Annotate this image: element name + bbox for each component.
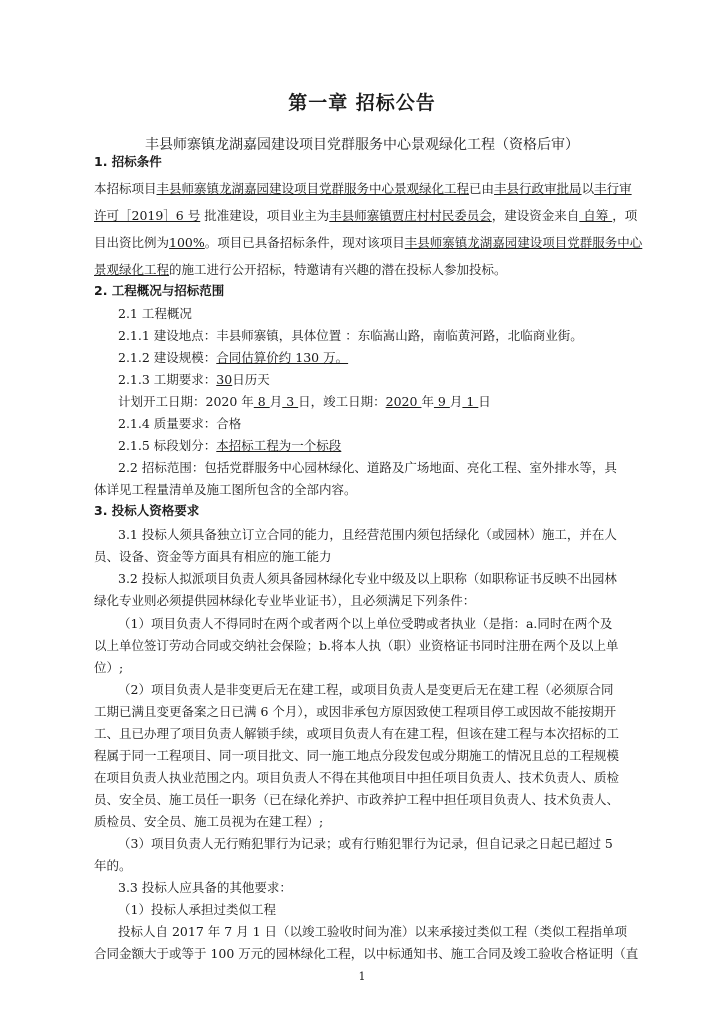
q33-item-1: （1）投标人承担过类似工程	[118, 902, 276, 917]
cond2-line-6: 员、安全员、施工员任一职务（已在绿化养护、市政养护工程中担任项目负责人、技术负责人、	[94, 792, 620, 807]
cond2-line-5: 在项目负责人执业范围之内。项目负责人不得在其他项目中担任项目负责人、技术负责人、质检	[94, 770, 620, 785]
end-day: 1	[462, 394, 479, 409]
cond3-line-2: 年的。	[94, 858, 132, 873]
approval-doc-number: 许可［2019］6 号	[94, 208, 201, 223]
q31-line-2: 员、设备、资金等方面具有相应的施工能力	[94, 549, 332, 564]
cond3-line-1: （3）项目负责人无行贿犯罪行为记录；或有行贿犯罪行为记录，但自记录之日起已超过 5	[118, 836, 613, 851]
end-month: 9	[433, 394, 450, 409]
q32-line-2: 绿化专业则必须提供园林绿化专业毕业证书），且必须满足下列条件：	[94, 593, 476, 608]
q32-line-1: 3.2 投标人拟派项目负责人须具备园林绿化专业中级及以上职称（如职称证书反映不出园林	[118, 571, 617, 586]
duration-value: 30	[216, 372, 233, 387]
scope-line-1: 2.2 招标范围：包括党群服务中心园林绿化、道路及广场地面、亮化工程、室外排水等，具	[118, 460, 617, 475]
approval-doc: 丰行审	[594, 181, 632, 196]
start-day: 3	[282, 394, 299, 409]
cond2-line-3: 工、且已办理了项目负责人解锁手续，或项目负责人有在建工程，但该在建工程与本次招标的工	[94, 726, 620, 741]
project-owner: 丰县师寨镇贾庄村村民委员会	[329, 208, 492, 223]
q33-line-3: 合同金额大于或等于 100 万元的园林绿化工程，以中标通知书、施工合同及竣工验收合格证明（直	[94, 946, 639, 961]
s1-line-4: 景观绿化工程的施工进行公开招标，特邀请有兴趣的潜在投标人参加投标。	[94, 262, 507, 277]
q33-heading: 3.3 投标人应具备的其他要求：	[118, 880, 292, 895]
s1-line-1: 本招标项目丰县师寨镇龙湖嘉园建设项目党群服务中心景观绿化工程已由丰县行政审批局以丰行审	[94, 181, 632, 196]
cond1-line-1: （1）项目负责人不得同时在两个或者两个以上单位受聘或者执业（是指：a.同时在两个及	[118, 616, 613, 631]
section-3-heading: 3. 投标人资格要求	[94, 503, 200, 518]
construction-location: 2.1.1 建设地点：丰县师寨镇，具体位置 ：东临嵩山路，南临黄河路，北临商业街。	[118, 328, 583, 343]
scale-value: 合同估算价约 130 万。	[216, 350, 349, 365]
s1-line-3: 目出资比例为100%。项目已具备招标条件，现对该项目丰县师寨镇龙湖嘉园建设项目党群服务中心	[94, 235, 643, 250]
cond2-line-7: 质检员、安全员、施工员视为在建工程）;	[94, 814, 324, 829]
project-name: 丰县师寨镇龙湖嘉园建设项目党群服务中心景观绿化工程	[156, 181, 470, 196]
s1-line-2: 许可［2019］6 号 批准建设，项目业主为丰县师寨镇贾庄村村民委员会，建设资金来自 自筹 ，项	[94, 208, 638, 223]
end-year: 2020	[385, 394, 422, 409]
lot-value: 本招标工程为一个标段	[216, 438, 342, 453]
approval-authority: 丰县行政审批局	[494, 181, 582, 196]
construction-duration: 2.1.3 工期要求：30日历天	[118, 372, 270, 387]
page-number: 1	[358, 970, 366, 983]
q31-line-1: 3.1 投标人须具备独立订立合同的能力，且经营范围内须包括绿化（或园林）施工，并在人	[118, 527, 617, 542]
construction-scale: 2.1.2 建设规模：合同估算价约 130 万。	[118, 350, 349, 365]
scope-line-2: 体详见工程量清单及施工图所包含的全部内容。	[94, 482, 357, 497]
project-name-repeat: 丰县师寨镇龙湖嘉园建设项目党群服务中心	[404, 235, 643, 250]
cond2-line-2: 工期已满且变更备案之日已满 6 个月），或因非承包方原因致使工程项目停工或因故不能按期开	[94, 704, 617, 719]
quality-requirement: 2.1.4 质量要求：合格	[118, 416, 242, 431]
cond2-line-4: 程属于同一工程项目、同一项目批文、同一施工地点分段发包或分期施工的情况且总的工程规模	[94, 748, 620, 763]
cond1-line-2: 以上单位签订劳动合同或交纳社会保险；b.将本人执（职）业资格证书同时注册在两个及以上单	[94, 638, 619, 653]
fund-ratio: 100%	[169, 235, 205, 250]
q33-line-2: 投标人自 2017 年 7 月 1 日（以竣工验收时间为准）以来承接过类似工程（类似工程指单项	[118, 924, 628, 939]
planned-dates: 计划开工日期：2020 年 8 月 3 日，竣工日期：2020 年 9 月 1 日	[118, 394, 491, 409]
lot-division: 2.1.5 标段划分：本招标工程为一个标段	[118, 438, 342, 453]
cond2-line-1: （2）项目负责人是非变更后无在建工程，或项目负责人是变更后无在建工程（必须原合同	[118, 682, 614, 697]
section-1-heading: 1. 招标条件	[94, 154, 162, 169]
section-2-heading: 2. 工程概况与招标范围	[94, 283, 225, 298]
cond1-line-3: 位）;	[94, 660, 124, 675]
chapter-title: 第一章 招标公告	[288, 92, 436, 114]
start-month: 8	[253, 394, 270, 409]
project-subtitle: 丰县师寨镇龙湖嘉园建设项目党群服务中心景观绿化工程（资格后审）	[145, 137, 579, 153]
fund-source: 自筹	[579, 208, 613, 223]
overview-label: 2.1 工程概况	[118, 306, 192, 321]
